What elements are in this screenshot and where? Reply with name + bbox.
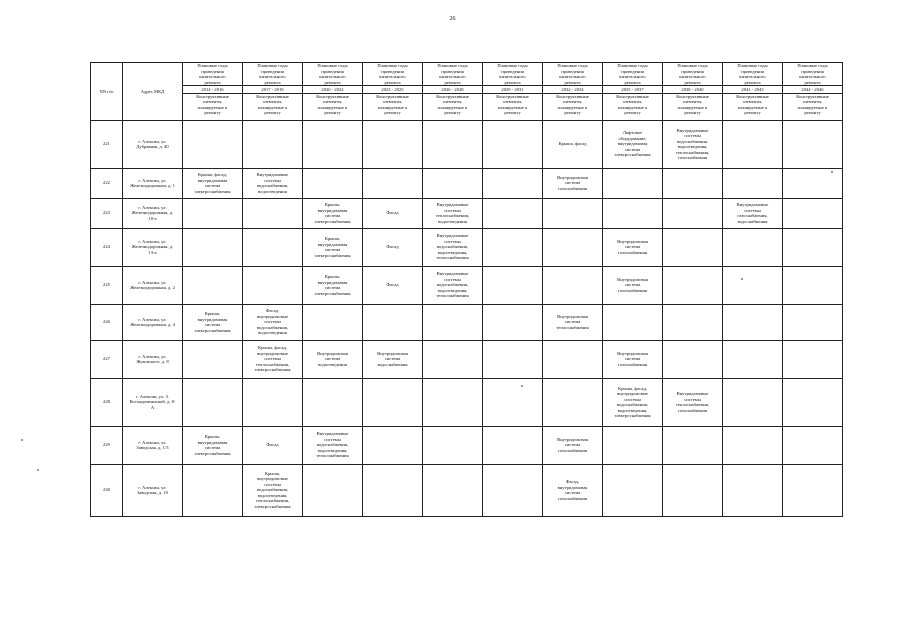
row-address: г. Алексин, ул. Заводская, д. 10 <box>123 464 183 516</box>
planned-elements-cell <box>603 198 663 228</box>
period-label: Плановые годы проведения капитального ремонта <box>317 63 348 85</box>
header-period-1 <box>183 63 243 94</box>
scan-speck <box>831 171 833 173</box>
planned-elements-cell <box>603 168 663 198</box>
header-elements-3: Конструктивные элементы, планируемые к ремонту <box>303 93 363 120</box>
planned-elements-cell <box>783 426 843 464</box>
planned-elements-cell: Внутридомовая система газоснабжения <box>603 266 663 304</box>
header-period-6 <box>483 63 543 94</box>
planned-elements-cell <box>483 464 543 516</box>
row-address: г. Алексин, ул. Железнодорожная, д. 1 <box>123 168 183 198</box>
row-number: 221 <box>91 120 123 168</box>
planned-elements-cell: Крыша, внутридомовая система электроснабжения <box>303 198 363 228</box>
planned-elements-cell <box>663 464 723 516</box>
scan-speck <box>37 469 39 471</box>
row-number: 230 <box>91 464 123 516</box>
planned-elements-cell <box>303 378 363 426</box>
planned-elements-cell: Крыша, внутридомовая система электроснабжения <box>303 266 363 304</box>
header-period-11 <box>783 63 843 94</box>
planned-elements-cell <box>603 426 663 464</box>
planned-elements-cell <box>663 304 723 340</box>
planned-elements-cell <box>543 378 603 426</box>
planned-elements-cell: Фасад, внутридомовые системы водоснабжения, водоотведения <box>243 304 303 340</box>
header-elements-1: Конструктивные элементы, планируемые к ремонту <box>183 93 243 120</box>
planned-elements-cell <box>663 228 723 266</box>
planned-elements-cell: Крыша, фасад, внутридомовые системы водоснабжения, водоотведения, электроснабжения <box>603 378 663 426</box>
planned-elements-cell <box>783 304 843 340</box>
table-row <box>91 340 843 378</box>
planned-elements-cell <box>483 378 543 426</box>
row-number: 223 <box>91 198 123 228</box>
table-row <box>91 464 843 516</box>
period-label: Плановые годы проведения капитального ремонта <box>617 63 648 85</box>
planned-elements-cell <box>243 198 303 228</box>
header-period-row <box>91 63 843 94</box>
planned-elements-cell <box>783 168 843 198</box>
planned-elements-cell: Внутридомовые системы водоснабжения, водоотведения, теплоснабжения, газоснабжения <box>663 120 723 168</box>
planned-elements-cell: Фасад <box>363 266 423 304</box>
table-row <box>91 266 843 304</box>
table-row <box>91 198 843 228</box>
period-years: 2041 - 2043 <box>723 85 782 93</box>
header-period-3 <box>303 63 363 94</box>
planned-elements-cell <box>183 340 243 378</box>
planned-elements-cell: Лифтовое оборудование, внутридомовая система электроснабжения <box>603 120 663 168</box>
period-label: Плановые годы проведения капитального ремонта <box>557 63 588 85</box>
row-address: г. Алексин, ул. Жуковского, д. 8 <box>123 340 183 378</box>
table-row <box>91 228 843 266</box>
period-years: 2023 - 2025 <box>363 85 422 93</box>
planned-elements-cell: Крыша, внутридомовая система электроснабжения <box>183 426 243 464</box>
header-period-2 <box>243 63 303 94</box>
row-number: 227 <box>91 340 123 378</box>
header-number: NN п/п <box>91 63 123 121</box>
planned-elements-cell <box>183 198 243 228</box>
header-period-10 <box>723 63 783 94</box>
planned-elements-cell <box>543 266 603 304</box>
header-elements-row <box>91 93 843 120</box>
period-years: 2026 - 2028 <box>423 85 482 93</box>
planned-elements-cell <box>783 228 843 266</box>
row-number: 226 <box>91 304 123 340</box>
header-period-4 <box>363 63 423 94</box>
planned-elements-cell <box>723 304 783 340</box>
period-label: Плановые годы проведения капитального ремонта <box>677 63 708 85</box>
planned-elements-cell: Внутридомовые системы водоснабжения, водоотведения <box>243 168 303 198</box>
row-address: г. Алексин, ул. З. Космодемьянской, д. 8- А <box>123 378 183 426</box>
planned-elements-cell: Внутридомовая система теплоснабжения <box>543 304 603 340</box>
planned-elements-cell <box>243 266 303 304</box>
planned-elements-cell <box>183 228 243 266</box>
header-period-8 <box>603 63 663 94</box>
header-elements-11: Конструктивные элементы, планируемые к ремонту <box>783 93 843 120</box>
period-label: Плановые годы проведения капитального ремонта <box>437 63 468 85</box>
planned-elements-cell <box>423 340 483 378</box>
planned-elements-cell <box>303 168 363 198</box>
period-years: 2038 - 2040 <box>663 85 722 93</box>
header-elements-2: Конструктивные элементы, планируемые к ремонту <box>243 93 303 120</box>
period-years: 2014 - 2016 <box>183 85 242 93</box>
header-elements-6: Конструктивные элементы, планируемые к ремонту <box>483 93 543 120</box>
planned-elements-cell <box>423 378 483 426</box>
table-row <box>91 168 843 198</box>
period-label: Плановые годы проведения капитального ремонта <box>737 63 768 85</box>
row-address: г. Алексин, ул. Железнодорожная, д. 2 <box>123 266 183 304</box>
planned-elements-cell <box>243 228 303 266</box>
planned-elements-cell: Внутридомовая система водоотведения <box>303 340 363 378</box>
scan-speck <box>521 385 523 387</box>
planned-elements-cell: Крыша, фасад, внутридомовая система электроснабжения <box>183 168 243 198</box>
period-years: 2020 - 2022 <box>303 85 362 93</box>
row-number: 224 <box>91 228 123 266</box>
planned-elements-cell <box>423 426 483 464</box>
planned-elements-cell <box>483 426 543 464</box>
planned-elements-cell <box>363 304 423 340</box>
header-elements-4: Конструктивные элементы, планируемые к ремонту <box>363 93 423 120</box>
period-label: Плановые годы проведения капитального ремонта <box>377 63 408 85</box>
planned-elements-cell: Внутридомовая система газоснабжения <box>603 228 663 266</box>
planned-elements-cell: Внутридомовые системы водоснабжения, водоотведения, теплоснабжения <box>423 228 483 266</box>
planned-elements-cell <box>423 120 483 168</box>
planned-elements-cell: Внутридомовая система водоснабжения <box>363 340 423 378</box>
planned-elements-cell <box>243 378 303 426</box>
planned-elements-cell: Фасад <box>363 198 423 228</box>
page-number: 26 <box>449 16 456 22</box>
planned-elements-cell <box>483 266 543 304</box>
period-label: Плановые годы проведения капитального ремонта <box>257 63 288 85</box>
planned-elements-cell: Крыша, внутридомовые системы водоснабжения, водоотведения, теплоснабжения, электроснабжения <box>243 464 303 516</box>
planned-elements-cell <box>363 168 423 198</box>
capital-repair-schedule-table <box>90 62 843 517</box>
planned-elements-cell <box>303 120 363 168</box>
table-row <box>91 426 843 464</box>
planned-elements-cell <box>783 198 843 228</box>
planned-elements-cell <box>663 198 723 228</box>
period-label: Плановые годы проведения капитального ремонта <box>797 63 828 85</box>
planned-elements-cell <box>243 120 303 168</box>
planned-elements-cell <box>783 120 843 168</box>
planned-elements-cell <box>723 168 783 198</box>
row-number: 222 <box>91 168 123 198</box>
row-number: 229 <box>91 426 123 464</box>
planned-elements-cell <box>663 266 723 304</box>
planned-elements-cell <box>723 464 783 516</box>
planned-elements-cell <box>183 464 243 516</box>
planned-elements-cell: Фасад, внутридомовая система газоснабжения <box>543 464 603 516</box>
table-row <box>91 304 843 340</box>
planned-elements-cell <box>483 198 543 228</box>
planned-elements-cell <box>363 426 423 464</box>
header-elements-5: Конструктивные элементы, планируемые к ремонту <box>423 93 483 120</box>
period-label: Плановые годы проведения капитального ремонта <box>197 63 228 85</box>
planned-elements-cell <box>423 168 483 198</box>
planned-elements-cell <box>723 378 783 426</box>
planned-elements-cell <box>663 426 723 464</box>
planned-elements-cell <box>723 228 783 266</box>
planned-elements-cell <box>783 266 843 304</box>
planned-elements-cell: Внутридомовые системы теплоснабжения, водоотведения <box>423 198 483 228</box>
row-address: г. Алексин, ул. Железнодорожная, д. 4 <box>123 304 183 340</box>
planned-elements-cell <box>543 198 603 228</box>
planned-elements-cell <box>723 426 783 464</box>
header-elements-9: Конструктивные элементы, планируемые к ремонту <box>663 93 723 120</box>
table-row <box>91 378 843 426</box>
planned-elements-cell <box>183 120 243 168</box>
header-elements-8: Конструктивные элементы, планируемые к ремонту <box>603 93 663 120</box>
planned-elements-cell <box>483 120 543 168</box>
header-period-5 <box>423 63 483 94</box>
header-address: Адрес МКД <box>123 63 183 121</box>
period-years: 2035 - 2037 <box>603 85 662 93</box>
header-period-9 <box>663 63 723 94</box>
planned-elements-cell <box>303 304 363 340</box>
planned-elements-cell <box>603 464 663 516</box>
planned-elements-cell: Фасад <box>243 426 303 464</box>
planned-elements-cell: Внутридомовые системы водоснабжения, водоотведения, теплоснабжения <box>303 426 363 464</box>
planned-elements-cell <box>423 464 483 516</box>
planned-elements-cell <box>483 340 543 378</box>
planned-elements-cell: Крыша, фасад, внутридомовые системы теплоснабжения, электроснабжения <box>243 340 303 378</box>
planned-elements-cell <box>543 340 603 378</box>
planned-elements-cell <box>483 228 543 266</box>
planned-elements-cell <box>483 168 543 198</box>
planned-elements-cell: Крыша, внутридомовая система электроснабжения <box>303 228 363 266</box>
planned-elements-cell <box>483 304 543 340</box>
period-years: 2044 - 2046 <box>783 85 842 93</box>
header-period-7 <box>543 63 603 94</box>
planned-elements-cell: Внутридомовые системы водоснабжения, водоотведения, теплоснабжения <box>423 266 483 304</box>
row-address: г. Алексин, ул. Заводская, д. 1/3 <box>123 426 183 464</box>
planned-elements-cell: Крыша, фасад <box>543 120 603 168</box>
planned-elements-cell: Крыша, внутридомовая система электроснабжения <box>183 304 243 340</box>
period-years: 2029 - 2031 <box>483 85 542 93</box>
planned-elements-cell <box>723 340 783 378</box>
planned-elements-cell: Фасад <box>363 228 423 266</box>
planned-elements-cell: Внутридомовые системы газоснабжения, водоснабжения <box>723 198 783 228</box>
planned-elements-cell <box>783 378 843 426</box>
header-elements-7: Конструктивные элементы, планируемые к ремонту <box>543 93 603 120</box>
scan-speck <box>21 439 23 441</box>
row-number: 228 <box>91 378 123 426</box>
planned-elements-cell <box>663 168 723 198</box>
row-address: г. Алексин, ул. Дубравная, д. 40 <box>123 120 183 168</box>
header-elements-10: Конструктивные элементы, планируемые к ремонту <box>723 93 783 120</box>
planned-elements-cell <box>783 340 843 378</box>
period-years: 2017 - 2019 <box>243 85 302 93</box>
planned-elements-cell <box>543 228 603 266</box>
planned-elements-cell <box>783 464 843 516</box>
planned-elements-cell <box>723 266 783 304</box>
row-address: г. Алексин, ул. Железнодорожная, д. 13-а <box>123 228 183 266</box>
planned-elements-cell <box>423 304 483 340</box>
planned-elements-cell <box>603 304 663 340</box>
period-label: Плановые годы проведения капитального ремонта <box>497 63 528 85</box>
planned-elements-cell <box>363 464 423 516</box>
period-years: 2032 - 2034 <box>543 85 602 93</box>
planned-elements-cell <box>363 120 423 168</box>
planned-elements-cell <box>663 340 723 378</box>
row-number: 225 <box>91 266 123 304</box>
table-row <box>91 120 843 168</box>
planned-elements-cell <box>183 378 243 426</box>
planned-elements-cell <box>303 464 363 516</box>
planned-elements-cell: Внутридомовая система газоснабжения <box>543 426 603 464</box>
planned-elements-cell: Внутридомовая система газоснабжения <box>543 168 603 198</box>
scan-speck <box>741 278 743 280</box>
planned-elements-cell <box>723 120 783 168</box>
planned-elements-cell <box>363 378 423 426</box>
planned-elements-cell: Внутридомовые системы теплоснабжения, газоснабжения <box>663 378 723 426</box>
row-address: г. Алексин, ул. Железнодорожная, д. 10-а <box>123 198 183 228</box>
planned-elements-cell: Внутридомовая система газоснабжения <box>603 340 663 378</box>
planned-elements-cell <box>183 266 243 304</box>
